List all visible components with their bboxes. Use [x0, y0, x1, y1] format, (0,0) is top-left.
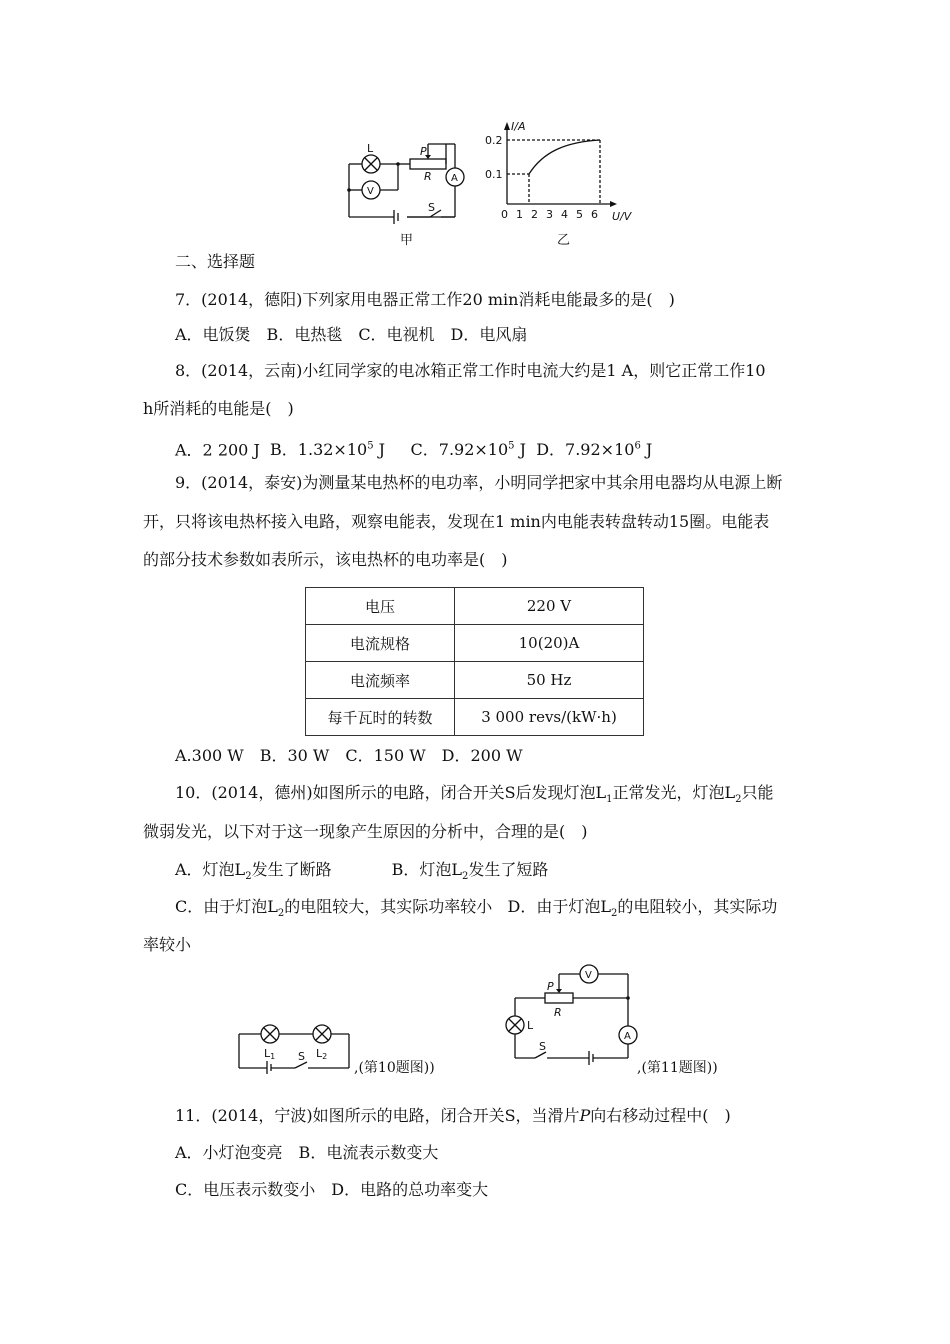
q8-option-a: A．2 200 J	[175, 440, 260, 460]
x-tick-4: 4	[561, 208, 568, 221]
switch-label: S	[428, 201, 435, 214]
q10-option-a: A．灯泡$L_2$发生了断路	[175, 860, 332, 883]
q10-options-cd	[175, 897, 777, 924]
table-cell: 电压	[306, 588, 455, 625]
q11-options-cd: C．电压表示数变小 D．电路的总功率变大	[175, 1180, 489, 1199]
table-row	[306, 625, 644, 662]
voltmeter-label: V	[585, 970, 592, 981]
circuit-q10	[235, 1022, 355, 1074]
x-tick-1: 1	[516, 208, 523, 221]
table-cell: 电流规格	[306, 625, 455, 662]
switch-label: S	[539, 1040, 546, 1053]
table-row	[306, 588, 644, 625]
q8-option-b: B．$1.32\times 10^5$ J	[270, 440, 386, 460]
resistor-label: R	[424, 170, 432, 183]
x-tick-5: 5	[576, 208, 583, 221]
y-tick-02: 0.2	[485, 134, 503, 147]
q9-options: A.300 W B．30 W C．150 W D．200 W	[175, 746, 523, 765]
ammeter-label: A	[624, 1031, 631, 1042]
q8-option-d: D．$7.92\times 10^6$ J	[536, 440, 653, 460]
q10-option-d: D．由于灯泡$L_2$的电阻较小，其实际功	[507, 897, 778, 920]
x-tick-6: 6	[591, 208, 598, 221]
table-row	[306, 699, 644, 736]
figure-caption-q11: ,(第11题图))	[637, 1060, 718, 1076]
figure-caption-jia: 甲	[400, 233, 414, 248]
q7-options: A．电饭煲 B．电热毯 C．电视机 D．电风扇	[175, 325, 528, 344]
voltmeter-label: V	[367, 186, 374, 197]
l1-label: L1	[264, 1047, 276, 1061]
q11-options-ab: A．小灯泡变亮 B．电流表示数变大	[175, 1143, 439, 1162]
q10-option-d-cont: 率较小	[143, 935, 192, 954]
x-tick-3: 3	[546, 208, 553, 221]
switch-label: S	[298, 1050, 305, 1063]
figure-caption-yi: 乙	[557, 233, 571, 248]
slider-label: P	[547, 980, 554, 993]
q8-options	[175, 437, 652, 460]
table-cell: 3 000 revs/(kW·h)	[455, 699, 644, 736]
q10-options-ab	[175, 860, 548, 887]
l2-label: L2	[316, 1047, 328, 1061]
table-cell: 50 Hz	[455, 662, 644, 699]
circuit-jia-drawing	[340, 120, 475, 225]
table-cell: 每千瓦时的转数	[306, 699, 455, 736]
q9-stem-line2: 开，只将该电热杯接入电路，观察电能表，发现在1 min内电能表转盘转动15圈。电能表	[143, 512, 770, 531]
section-title: 二、选择题	[175, 252, 256, 271]
resistor-label: R	[554, 1006, 562, 1019]
meter-spec-table	[305, 587, 644, 736]
q9-stem-line3: 的部分技术参数如表所示，该电热杯的电功率是( )	[143, 550, 508, 569]
iu-graph-yi	[485, 118, 643, 230]
table-row	[306, 662, 644, 699]
table-cell: 10(20)A	[455, 625, 644, 662]
q10-stem-line1: 10．(2014，德州)如图所示的电路，闭合开关S后发现灯泡$L_1$正常发光，灯泡$L_2$只能	[175, 783, 774, 806]
q10-option-c: C．由于灯泡$L_2$的电阻较大，其实际功率较小	[175, 897, 493, 920]
q10-stem-line2: 微弱发光，以下对于这一现象产生原因的分析中，合理的是( )	[143, 822, 588, 841]
figure-caption-q10: ,(第10题图))	[354, 1060, 435, 1076]
q8-option-c: C．$7.92\times 10^5$ J	[410, 440, 527, 460]
q11-stem: 11．(2014，宁波)如图所示的电路，闭合开关S，当滑片P向右移动过程中( )	[175, 1106, 731, 1125]
q8-stem-line2: h所消耗的电能是( )	[143, 399, 294, 418]
x-axis-label: U/V	[612, 210, 632, 223]
x-tick-2: 2	[531, 208, 538, 221]
q9-stem-line1: 9．(2014，泰安)为测量某电热杯的电功率，小明同学把家中其余用电器均从电源上断	[175, 473, 783, 492]
lamp-label: L	[527, 1019, 534, 1032]
lamp-label: L	[367, 142, 374, 155]
x-tick-0: 0	[501, 208, 508, 221]
slider-label: P	[420, 145, 427, 158]
y-axis-label: I/A	[511, 120, 526, 133]
table-cell: 电流频率	[306, 662, 455, 699]
q8-stem-line1: 8．(2014，云南)小红同学家的电冰箱正常工作时电流大约是1 A，则它正常工作10	[175, 361, 766, 380]
q10-option-b: B．灯泡$L_2$发生了短路	[391, 860, 549, 883]
q7-stem: 7．(2014，德阳)下列家用电器正常工作20 min消耗电能最多的是( )	[175, 290, 675, 309]
ammeter-label: A	[451, 173, 458, 184]
table-cell: 220 V	[455, 588, 644, 625]
circuit-q11	[503, 966, 639, 1066]
y-tick-01: 0.1	[485, 168, 503, 181]
